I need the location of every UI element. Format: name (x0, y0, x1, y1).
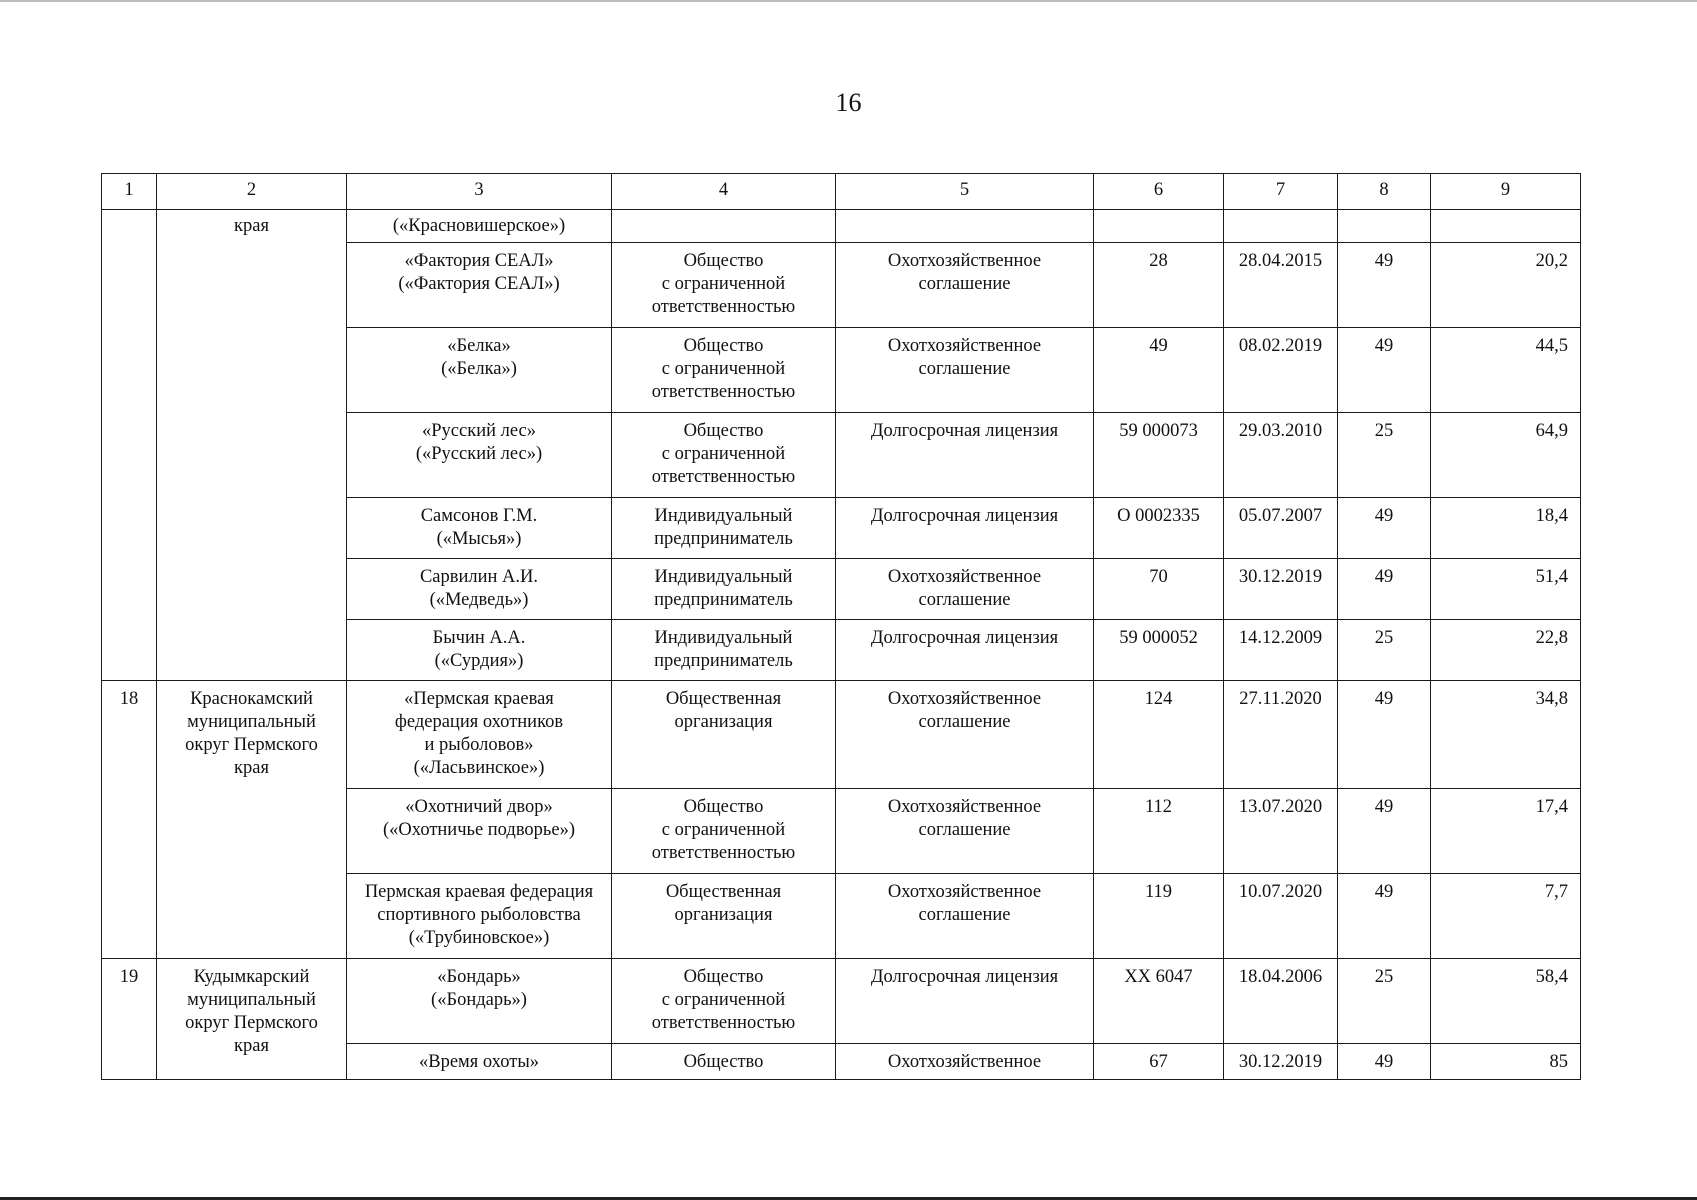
table-row (102, 210, 1581, 243)
area-value: 7,7 (1431, 874, 1581, 959)
hunting-ground-name: Самсонов Г.М. («Мысья») (347, 498, 612, 559)
district-name: Краснокамский муниципальный округ Пермского края (157, 681, 347, 959)
hunting-ground-name: «Бондарь» («Бондарь») (347, 959, 612, 1044)
scan-edge-top (0, 0, 1697, 2)
column-header: 5 (836, 174, 1094, 210)
term-years: 25 (1338, 620, 1431, 681)
document-type: Охотхозяйственное (836, 1044, 1094, 1080)
column-header: 9 (1431, 174, 1581, 210)
term-years: 49 (1338, 874, 1431, 959)
document-type: Охотхозяйственное соглашение (836, 681, 1094, 789)
table-header-row (102, 174, 1581, 210)
area-value: 44,5 (1431, 328, 1581, 413)
document-date: 08.02.2019 (1224, 328, 1338, 413)
term-years: 25 (1338, 959, 1431, 1044)
document-number: 119 (1094, 874, 1224, 959)
document-number: 28 (1094, 243, 1224, 328)
legal-form: Общество с ограниченной ответственностью (612, 789, 836, 874)
term-years (1338, 210, 1431, 243)
area-value: 17,4 (1431, 789, 1581, 874)
column-header: 4 (612, 174, 836, 210)
document-date: 10.07.2020 (1224, 874, 1338, 959)
legal-form: Общество с ограниченной ответственностью (612, 243, 836, 328)
document-number: 49 (1094, 328, 1224, 413)
row-number: 18 (102, 681, 157, 959)
legal-form: Общество с ограниченной ответственностью (612, 413, 836, 498)
term-years: 49 (1338, 789, 1431, 874)
document-number: 70 (1094, 559, 1224, 620)
document-type: Долгосрочная лицензия (836, 498, 1094, 559)
document-type: Охотхозяйственное соглашение (836, 243, 1094, 328)
hunting-ground-name: «Охотничий двор» («Охотничье подворье») (347, 789, 612, 874)
document-type (836, 210, 1094, 243)
hunting-ground-name: «Белка» («Белка») (347, 328, 612, 413)
column-header: 6 (1094, 174, 1224, 210)
document-number: ХХ 6047 (1094, 959, 1224, 1044)
hunting-ground-name: Сарвилин А.И. («Медведь») (347, 559, 612, 620)
row-number (102, 210, 157, 681)
term-years: 49 (1338, 498, 1431, 559)
area-value: 18,4 (1431, 498, 1581, 559)
document-type: Охотхозяйственное соглашение (836, 328, 1094, 413)
legal-form: Индивидуальный предприниматель (612, 498, 836, 559)
document-type: Долгосрочная лицензия (836, 413, 1094, 498)
document-type: Долгосрочная лицензия (836, 959, 1094, 1044)
hunting-ground-name: Бычин А.А. («Сурдия») (347, 620, 612, 681)
document-date: 05.07.2007 (1224, 498, 1338, 559)
legal-form: Общественная организация (612, 874, 836, 959)
legal-form: Общество с ограниченной ответственностью (612, 959, 836, 1044)
hunting-ground-name: «Фактория СЕАЛ» («Фактория СЕАЛ») (347, 243, 612, 328)
district-name: края (157, 210, 347, 681)
document-type: Охотхозяйственное соглашение (836, 559, 1094, 620)
page-number: 16 (835, 88, 862, 117)
area-value: 85 (1431, 1044, 1581, 1080)
term-years: 49 (1338, 559, 1431, 620)
legal-form: Индивидуальный предприниматель (612, 620, 836, 681)
document-number: 124 (1094, 681, 1224, 789)
area-value: 20,2 (1431, 243, 1581, 328)
document-number: 67 (1094, 1044, 1224, 1080)
table-row (102, 959, 1581, 1044)
row-number: 19 (102, 959, 157, 1080)
term-years: 49 (1338, 328, 1431, 413)
document-type: Охотхозяйственное соглашение (836, 874, 1094, 959)
legal-form: Общество (612, 1044, 836, 1080)
hunting-ground-name: «Пермская краевая федерация охотников и рыболовов» («Ласьвинское») (347, 681, 612, 789)
column-header: 2 (157, 174, 347, 210)
document-number: 59 000073 (1094, 413, 1224, 498)
term-years: 49 (1338, 243, 1431, 328)
term-years: 49 (1338, 681, 1431, 789)
area-value: 34,8 (1431, 681, 1581, 789)
column-header: 1 (102, 174, 157, 210)
document-number (1094, 210, 1224, 243)
document-date: 29.03.2010 (1224, 413, 1338, 498)
document-date: 13.07.2020 (1224, 789, 1338, 874)
document-number: О 0002335 (1094, 498, 1224, 559)
column-header: 8 (1338, 174, 1431, 210)
hunting-ground-name: «Русский лес» («Русский лес») (347, 413, 612, 498)
legal-form (612, 210, 836, 243)
document-date (1224, 210, 1338, 243)
registry-table (101, 173, 1581, 1080)
document-date: 27.11.2020 (1224, 681, 1338, 789)
legal-form: Индивидуальный предприниматель (612, 559, 836, 620)
hunting-ground-name: Пермская краевая федерация спортивного рыболовства («Трубиновское») (347, 874, 612, 959)
document-date: 18.04.2006 (1224, 959, 1338, 1044)
document-date: 28.04.2015 (1224, 243, 1338, 328)
legal-form: Общество с ограниченной ответственностью (612, 328, 836, 413)
term-years: 25 (1338, 413, 1431, 498)
document-date: 30.12.2019 (1224, 559, 1338, 620)
term-years: 49 (1338, 1044, 1431, 1080)
document-type: Охотхозяйственное соглашение (836, 789, 1094, 874)
column-header: 7 (1224, 174, 1338, 210)
document-type: Долгосрочная лицензия (836, 620, 1094, 681)
area-value: 22,8 (1431, 620, 1581, 681)
district-name: Кудымкарский муниципальный округ Пермского края (157, 959, 347, 1080)
document-number: 112 (1094, 789, 1224, 874)
hunting-ground-name: («Красновишерское») (347, 210, 612, 243)
table-row (102, 681, 1581, 789)
document-number: 59 000052 (1094, 620, 1224, 681)
legal-form: Общественная организация (612, 681, 836, 789)
area-value (1431, 210, 1581, 243)
document-date: 14.12.2009 (1224, 620, 1338, 681)
area-value: 64,9 (1431, 413, 1581, 498)
hunting-ground-name: «Время охоты» (347, 1044, 612, 1080)
area-value: 58,4 (1431, 959, 1581, 1044)
column-header: 3 (347, 174, 612, 210)
area-value: 51,4 (1431, 559, 1581, 620)
document-date: 30.12.2019 (1224, 1044, 1338, 1080)
